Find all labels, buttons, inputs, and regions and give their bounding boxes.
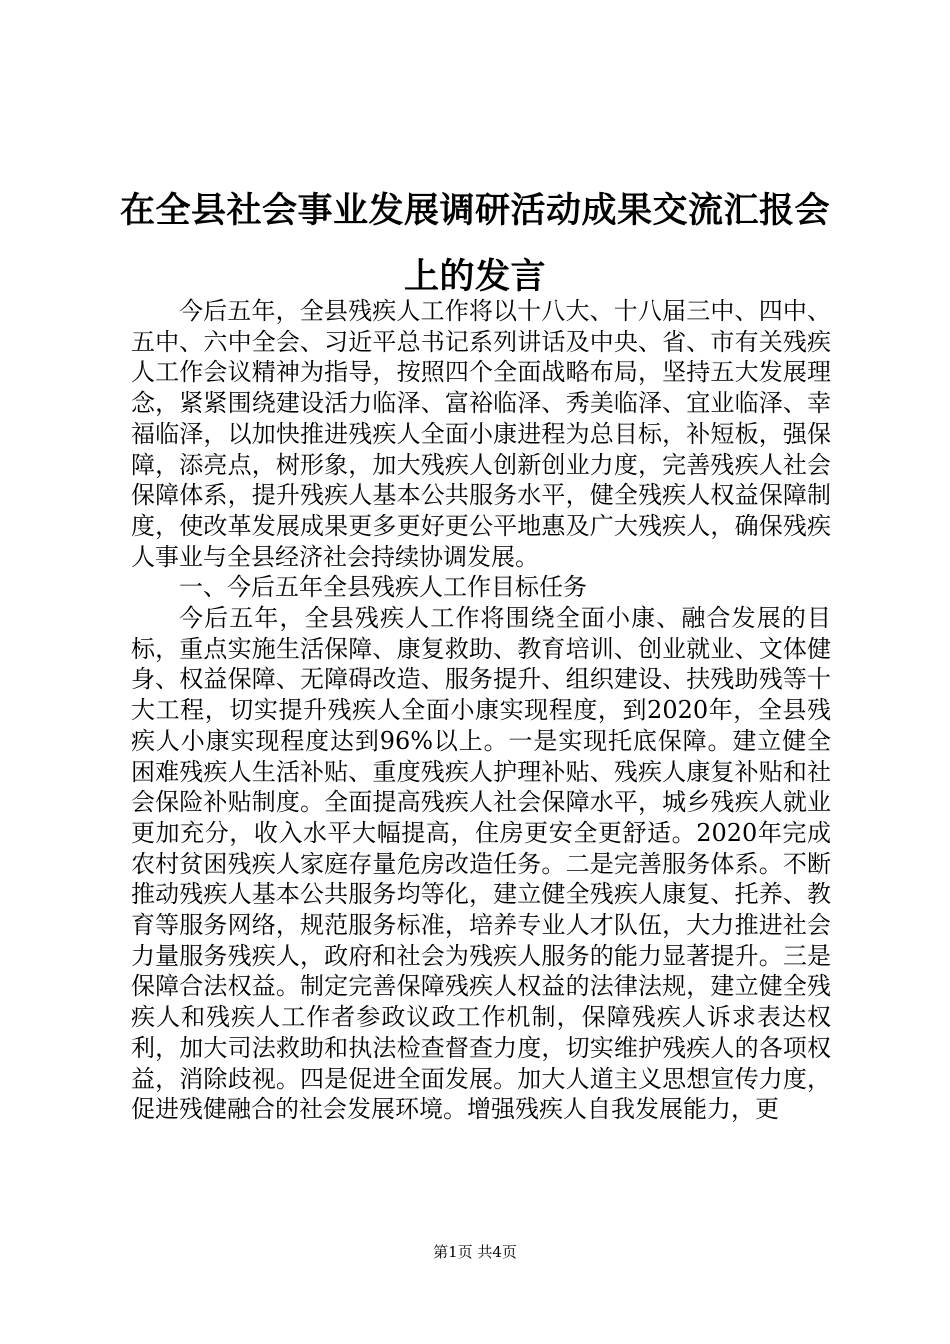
document-body	[131, 296, 831, 1125]
page-footer: 第1页 共4页	[433, 1243, 517, 1261]
paragraph-intro: 今后五年，全县残疾人工作将以十八大、十八届三中、四中、五中、六中全会、习近平总书记系列讲话及中央、省、市有关残疾人工作会议精神为指导，按照四个全面战略布局，坚持五大发展理念，紧紧围绕建设活力临泽、富裕临泽、秀美临泽、宜业临泽、幸福临泽，以加快推进残疾人全面小康进程为总目标，补短板，强保障，添亮点，树形象，加大残疾人创新创业力度，完善残疾人社会保障体系，提升残疾人基本公共服务水平，健全残疾人权益保障制度，使改革发展成果更多更好更公平地惠及广大残疾人，确保残疾人事业与全县经济社会持续协调发展。	[131, 297, 831, 571]
paragraph-goals: 今后五年，全县残疾人工作将围绕全面小康、融合发展的目标，重点实施生活保障、康复救助、教育培训、创业就业、文体健身、权益保障、无障碍改造、服务提升、组织建设、扶残助残等十大工程，切实提升残疾人全面小康实现程度，到2020年，全县残疾人小康实现程度达到96%以上。一是实现托底保障。建立健全困难残疾人生活补贴、重度残疾人护理补贴、残疾人康复补贴和社会保险补贴制度。全面提高残疾人社会保障水平，城乡残疾人就业更加充分，收入水平大幅提高，住房更安全更舒适。2020年完成农村贫困残疾人家庭存量危房改造任务。二是完善服务体系。不断推动残疾人基本公共服务均等化，建立健全残疾人康复、托养、教育等服务网络，规范服务标准，培养专业人才队伍，大力推进社会力量服务残疾人，政府和社会为残疾人服务的能力显著提升。三是保障合法权益。制定完善保障残疾人权益的法律法规，建立健全残疾人和残疾人工作者参政议政工作机制，保障残疾人诉求表达权利，加大司法救助和执法检查督查力度，切实维护残疾人的各项权益，消除歧视。四是促进全面发展。加大人道主义思想宣传力度，促进残健融合的社会发展环境。增强残疾人自我发展能力，更	[131, 604, 831, 1124]
section-heading: 一、今后五年全县残疾人工作目标任务	[179, 573, 587, 602]
document-title: 在全县社会事业发展调研活动成果交流汇报会上的发言	[119, 191, 830, 297]
